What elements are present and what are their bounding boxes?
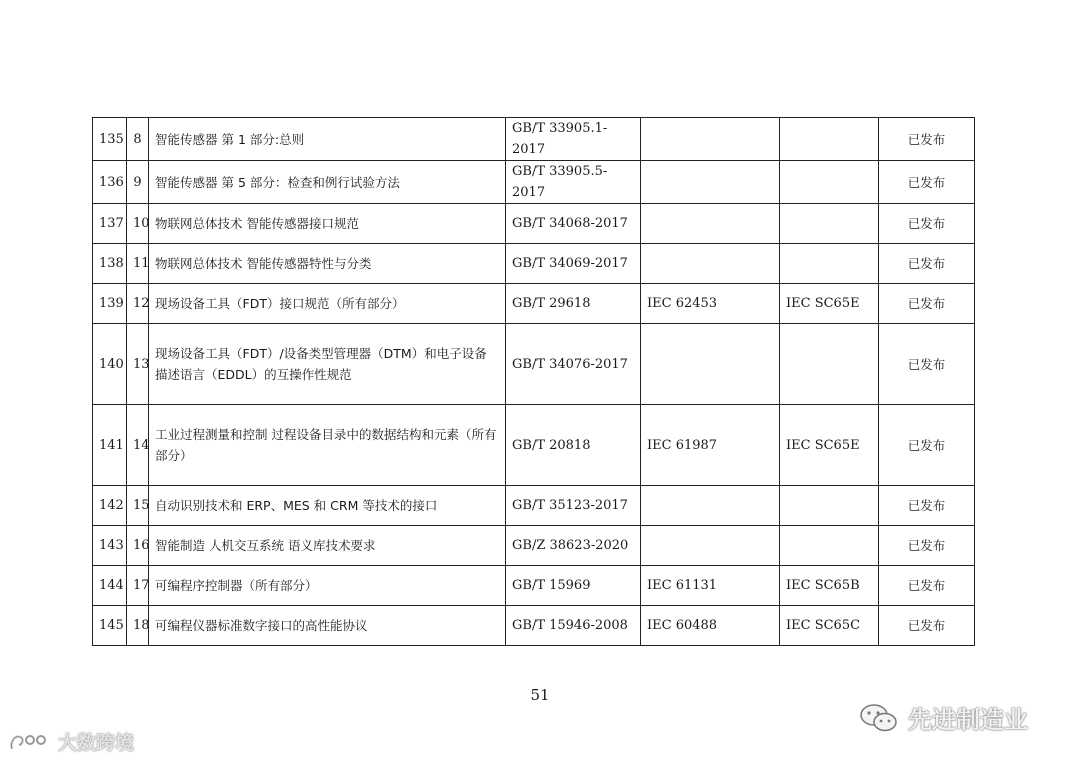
committee-code [780, 324, 879, 405]
table-row [93, 244, 975, 284]
table-row [93, 526, 975, 566]
standard-code: GB/T 33905.5-2017 [506, 161, 641, 204]
standard-name: 自动识别技术和 ERP、MES 和 CRM 等技术的接口 [149, 486, 506, 526]
table-row [93, 204, 975, 244]
iec-code [641, 118, 780, 161]
row-number: 143 [93, 526, 127, 566]
committee-code [780, 204, 879, 244]
table-row [93, 486, 975, 526]
iec-code: IEC 62453 [641, 284, 780, 324]
status: 已发布 [879, 284, 975, 324]
committee-code: IEC SC65E [780, 405, 879, 486]
standard-name: 可编程仪器标准数字接口的高性能协议 [149, 606, 506, 646]
row-number: 142 [93, 486, 127, 526]
table-row [93, 284, 975, 324]
standard-name: 现场设备工具（FDT）/设备类型管理器（DTM）和电子设备描述语言（EDDL）的互操作性规范 [149, 324, 506, 405]
sub-number: 10 [127, 204, 149, 244]
sub-number: 16 [127, 526, 149, 566]
iec-code: IEC 61987 [641, 405, 780, 486]
row-number: 144 [93, 566, 127, 606]
standard-code: GB/Z 38623-2020 [506, 526, 641, 566]
standard-name: 可编程序控制器（所有部分） [149, 566, 506, 606]
standard-name: 现场设备工具（FDT）接口规范（所有部分） [149, 284, 506, 324]
sub-number: 14 [127, 405, 149, 486]
status: 已发布 [879, 118, 975, 161]
table-row [93, 405, 975, 486]
watermark-right-text: 先进制造业 [908, 706, 1028, 734]
standards-table [92, 117, 975, 646]
sub-number: 11 [127, 244, 149, 284]
status: 已发布 [879, 324, 975, 405]
status: 已发布 [879, 606, 975, 646]
standard-code: GB/T 20818 [506, 405, 641, 486]
standard-code: GB/T 33905.1-2017 [506, 118, 641, 161]
iec-code [641, 324, 780, 405]
row-number: 137 [93, 204, 127, 244]
row-number: 141 [93, 405, 127, 486]
row-number: 136 [93, 161, 127, 204]
standard-code: GB/T 15946-2008 [506, 606, 641, 646]
status: 已发布 [879, 244, 975, 284]
standard-code: GB/T 15969 [506, 566, 641, 606]
status: 已发布 [879, 405, 975, 486]
sub-number: 13 [127, 324, 149, 405]
committee-code: IEC SC65E [780, 284, 879, 324]
standard-name: 物联网总体技术 智能传感器特性与分类 [149, 244, 506, 284]
iec-code [641, 204, 780, 244]
status: 已发布 [879, 486, 975, 526]
committee-code [780, 486, 879, 526]
sub-number: 17 [127, 566, 149, 606]
table-row [93, 161, 975, 204]
status: 已发布 [879, 526, 975, 566]
committee-code [780, 161, 879, 204]
standard-code: GB/T 34076-2017 [506, 324, 641, 405]
standard-code: GB/T 29618 [506, 284, 641, 324]
committee-code [780, 244, 879, 284]
table-row [93, 324, 975, 405]
table-row [93, 118, 975, 161]
wechat-icon [858, 701, 900, 735]
brand-logo-icon [8, 731, 54, 753]
status: 已发布 [879, 204, 975, 244]
watermark-left [8, 728, 134, 755]
status: 已发布 [879, 566, 975, 606]
standard-name: 智能传感器 第 5 部分：检查和例行试验方法 [149, 161, 506, 204]
sub-number: 15 [127, 486, 149, 526]
table-row [93, 566, 975, 606]
committee-code: IEC SC65C [780, 606, 879, 646]
row-number: 140 [93, 324, 127, 405]
iec-code: IEC 60488 [641, 606, 780, 646]
watermark-right [858, 700, 1028, 735]
sub-number: 8 [127, 118, 149, 161]
iec-code [641, 486, 780, 526]
watermark-left-text: 大数跨境 [58, 732, 135, 754]
row-number: 138 [93, 244, 127, 284]
page-number: 51 [530, 686, 550, 704]
standard-code: GB/T 34069-2017 [506, 244, 641, 284]
committee-code: IEC SC65B [780, 566, 879, 606]
status: 已发布 [879, 161, 975, 204]
standard-code: GB/T 35123-2017 [506, 486, 641, 526]
iec-code [641, 526, 780, 566]
standard-name: 智能传感器 第 1 部分:总则 [149, 118, 506, 161]
sub-number: 9 [127, 161, 149, 204]
committee-code [780, 118, 879, 161]
iec-code: IEC 61131 [641, 566, 780, 606]
row-number: 139 [93, 284, 127, 324]
iec-code [641, 161, 780, 204]
row-number: 135 [93, 118, 127, 161]
row-number: 145 [93, 606, 127, 646]
standard-name: 智能制造 人机交互系统 语义库技术要求 [149, 526, 506, 566]
standard-code: GB/T 34068-2017 [506, 204, 641, 244]
table-row [93, 606, 975, 646]
iec-code [641, 244, 780, 284]
sub-number: 12 [127, 284, 149, 324]
sub-number: 18 [127, 606, 149, 646]
standard-name: 物联网总体技术 智能传感器接口规范 [149, 204, 506, 244]
committee-code [780, 526, 879, 566]
standard-name: 工业过程测量和控制 过程设备目录中的数据结构和元素（所有部分） [149, 405, 506, 486]
